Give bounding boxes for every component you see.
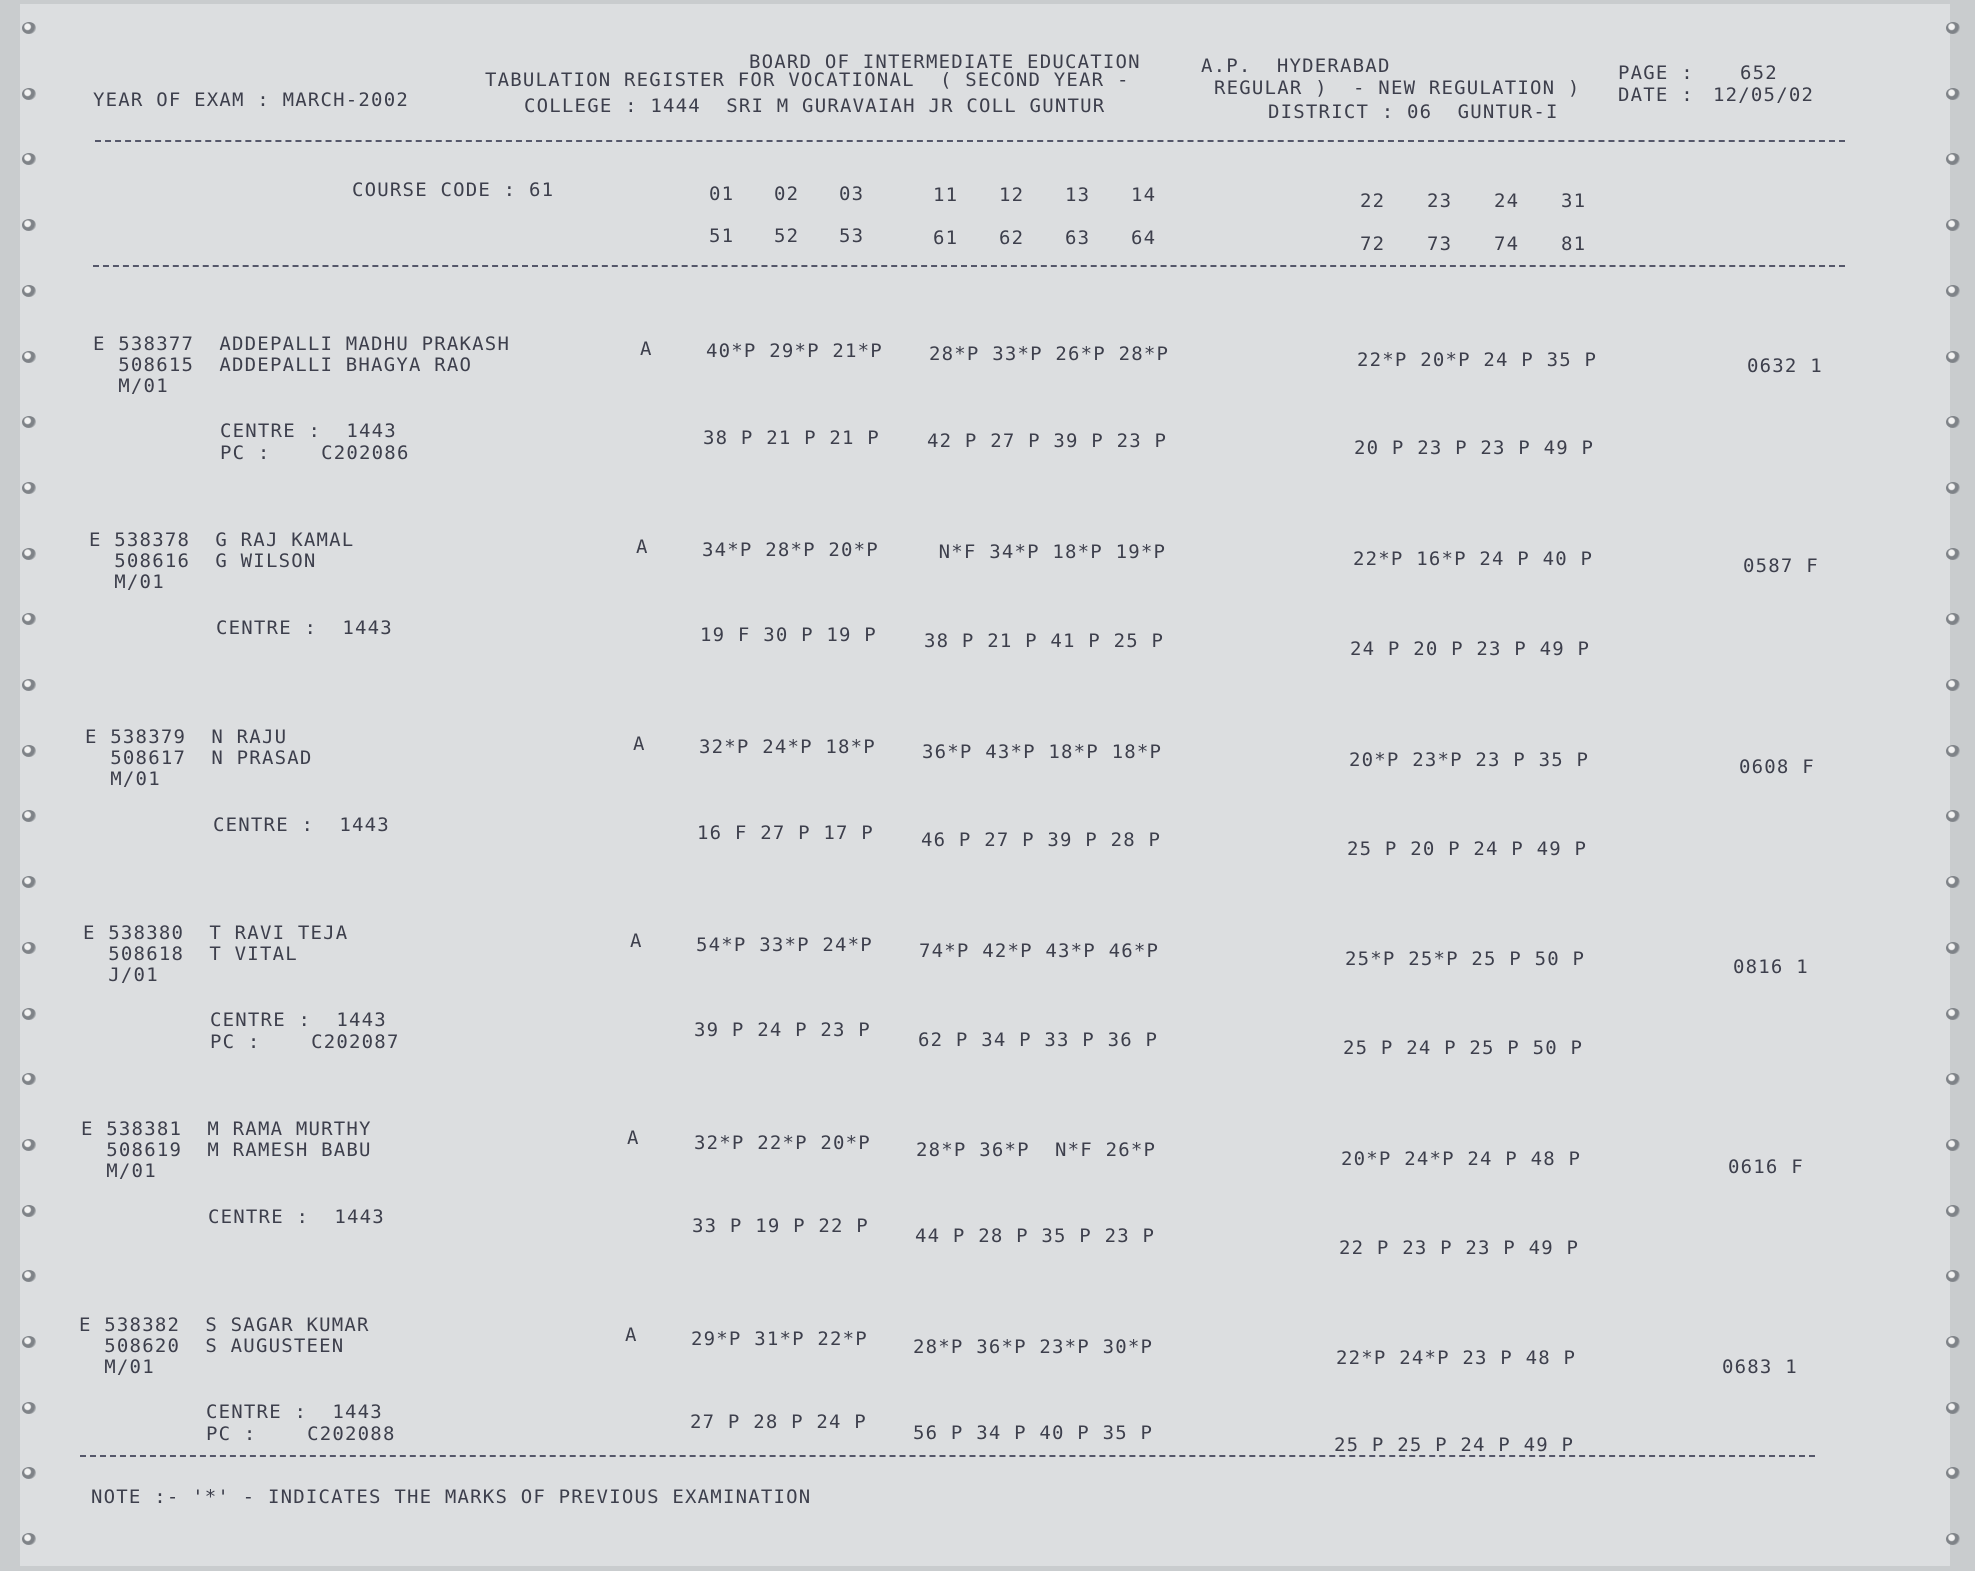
marks-second-group2: 46 P 27 P 39 P 28 P (921, 829, 1162, 851)
page-label: PAGE : (1618, 62, 1694, 84)
regulation: REGULAR ) - NEW REGULATION ) (1214, 77, 1581, 99)
grade: A (636, 536, 649, 558)
marks-first-group1: 40*P 29*P 21*P (706, 340, 883, 362)
grade: A (640, 338, 653, 360)
column-code: 72 (1360, 233, 1386, 255)
marks-second-group3: 24 P 20 P 23 P 49 P (1350, 638, 1591, 660)
regno-and-father: 508616 G WILSON (89, 550, 317, 572)
total-and-result: 0616 F (1728, 1156, 1804, 1178)
marks-first-group1: 54*P 33*P 24*P (696, 934, 873, 956)
medium-code: M/01 (79, 1356, 155, 1378)
marks-second-group2: 38 P 21 P 41 P 25 P (924, 630, 1165, 652)
marks-second-group2: 42 P 27 P 39 P 23 P (927, 430, 1168, 452)
marks-first-group3: 22*P 24*P 23 P 48 P (1336, 1347, 1577, 1369)
marks-first-group1: 32*P 24*P 18*P (699, 736, 876, 758)
tractor-hole (1946, 1533, 1960, 1545)
tractor-hole (1946, 219, 1960, 231)
tractor-hole (1946, 613, 1960, 625)
tractor-hole (22, 1073, 36, 1085)
regno-and-father: 508620 S AUGUSTEEN (79, 1335, 345, 1357)
column-code: 13 (1065, 184, 1091, 206)
header-divider-bottom (93, 265, 1845, 267)
tractor-hole (22, 1270, 36, 1282)
total-and-result: 0632 1 (1747, 355, 1823, 377)
tractor-hole (1946, 153, 1960, 165)
tractor-hole (22, 1467, 36, 1479)
board-title: BOARD OF INTERMEDIATE EDUCATION (749, 51, 1141, 73)
marks-second-group2: 44 P 28 P 35 P 23 P (915, 1225, 1156, 1247)
marks-first-group2: N*F 34*P 18*P 19*P (926, 541, 1167, 563)
tractor-hole (1946, 482, 1960, 494)
column-code: 73 (1427, 233, 1453, 255)
total-and-result: 0587 F (1743, 555, 1819, 577)
column-code: 53 (839, 225, 865, 247)
roll-and-name: E 538381 M RAMA MURTHY (81, 1118, 372, 1140)
tractor-hole (1946, 745, 1960, 757)
grade: A (625, 1324, 638, 1346)
marks-first-group2: 28*P 36*P 23*P 30*P (913, 1336, 1154, 1358)
grade: A (627, 1127, 640, 1149)
left-tractor-holes (14, 0, 44, 1571)
regno-and-father: 508618 T VITAL (83, 943, 298, 965)
column-code: 01 (709, 183, 735, 205)
marks-second-group1: 19 F 30 P 19 P (700, 624, 877, 646)
tractor-hole (22, 942, 36, 954)
footnote: NOTE :- '*' - INDICATES THE MARKS OF PREVIOUS EXAMINATION (91, 1486, 812, 1508)
marks-first-group3: 20*P 23*P 23 P 35 P (1349, 749, 1590, 771)
tractor-hole (22, 153, 36, 165)
tractor-hole (1946, 548, 1960, 560)
medium-code: M/01 (81, 1160, 157, 1182)
roll-and-name: E 538382 S SAGAR KUMAR (79, 1314, 370, 1336)
column-code: 51 (709, 225, 735, 247)
tractor-hole (22, 1336, 36, 1348)
date-label: DATE : (1618, 84, 1694, 106)
roll-and-name: E 538377 ADDEPALLI MADHU PRAKASH (93, 333, 511, 355)
register-title: TABULATION REGISTER FOR VOCATIONAL ( SECOND YEAR - (485, 69, 1130, 91)
column-code: 62 (999, 227, 1025, 249)
tractor-hole (22, 745, 36, 757)
tractor-hole (1946, 1336, 1960, 1348)
centre: CENTRE : 1443 (206, 1401, 383, 1423)
marks-first-group2: 28*P 33*P 26*P 28*P (929, 343, 1170, 365)
marks-first-group2: 36*P 43*P 18*P 18*P (922, 741, 1163, 763)
grade: A (633, 733, 646, 755)
regno-and-father: 508619 M RAMESH BABU (81, 1139, 372, 1161)
centre: CENTRE : 1443 (213, 814, 390, 836)
column-code: 23 (1427, 190, 1453, 212)
marks-second-group3: 25 P 24 P 25 P 50 P (1343, 1037, 1584, 1059)
roll-and-name: E 538379 N RAJU (85, 726, 288, 748)
tractor-hole (22, 219, 36, 231)
course-code: COURSE CODE : 61 (352, 179, 555, 201)
page-number: 652 (1740, 62, 1778, 84)
column-code: 52 (774, 225, 800, 247)
tractor-hole (22, 1533, 36, 1545)
centre: CENTRE : 1443 (216, 617, 393, 639)
marks-second-group1: 33 P 19 P 22 P (692, 1215, 869, 1237)
tractor-hole (22, 1139, 36, 1151)
marks-first-group2: 74*P 42*P 43*P 46*P (919, 940, 1160, 962)
tractor-hole (1946, 942, 1960, 954)
tractor-hole (22, 1008, 36, 1020)
marks-second-group2: 56 P 34 P 40 P 35 P (913, 1422, 1154, 1444)
tractor-hole (1946, 285, 1960, 297)
column-code: 63 (1065, 227, 1091, 249)
tractor-hole (22, 285, 36, 297)
medium-code: J/01 (83, 964, 159, 986)
roll-and-name: E 538380 T RAVI TEJA (83, 922, 349, 944)
medium-code: M/01 (85, 768, 161, 790)
column-code: 31 (1561, 190, 1587, 212)
regno-and-father: 508617 N PRASAD (85, 747, 313, 769)
pc-number: PC : C202086 (220, 442, 410, 464)
tractor-hole (1946, 876, 1960, 888)
total-and-result: 0683 1 (1722, 1356, 1798, 1378)
tractor-hole (1946, 1205, 1960, 1217)
date-value: 12/05/02 (1713, 84, 1815, 106)
tractor-hole (1946, 1008, 1960, 1020)
marks-first-group1: 34*P 28*P 20*P (702, 539, 879, 561)
right-tractor-holes (1942, 0, 1972, 1571)
marks-first-group1: 32*P 22*P 20*P (694, 1132, 871, 1154)
centre: CENTRE : 1443 (208, 1206, 385, 1228)
tractor-hole (1946, 1139, 1960, 1151)
tractor-hole (22, 613, 36, 625)
tractor-hole (1946, 1402, 1960, 1414)
tractor-hole (1946, 679, 1960, 691)
total-and-result: 0608 F (1739, 756, 1815, 778)
pc-number: PC : C202088 (206, 1423, 396, 1445)
tractor-hole (1946, 22, 1960, 34)
tractor-hole (1946, 810, 1960, 822)
column-code: 02 (774, 183, 800, 205)
tractor-hole (1946, 1073, 1960, 1085)
marks-first-group1: 29*P 31*P 22*P (691, 1328, 868, 1350)
marks-second-group3: 25 P 20 P 24 P 49 P (1347, 838, 1588, 860)
tractor-hole (1946, 1467, 1960, 1479)
column-code: 11 (933, 184, 959, 206)
footer-divider (80, 1455, 1815, 1457)
marks-second-group3: 25 P 25 P 24 P 49 P (1334, 1434, 1575, 1456)
tractor-hole (22, 548, 36, 560)
column-code: 64 (1131, 227, 1157, 249)
tractor-hole (22, 482, 36, 494)
grade: A (630, 930, 643, 952)
marks-first-group3: 22*P 20*P 24 P 35 P (1357, 349, 1598, 371)
board-location: A.P. HYDERABAD (1201, 55, 1391, 77)
header-divider-top (95, 140, 1845, 142)
marks-second-group1: 16 F 27 P 17 P (697, 822, 874, 844)
marks-first-group2: 28*P 36*P N*F 26*P (916, 1139, 1157, 1161)
column-code: 03 (839, 183, 865, 205)
medium-code: M/01 (93, 375, 169, 397)
column-code: 81 (1561, 233, 1587, 255)
tractor-hole (1946, 351, 1960, 363)
tractor-hole (1946, 1270, 1960, 1282)
tractor-hole (22, 876, 36, 888)
column-code: 61 (933, 227, 959, 249)
marks-first-group3: 22*P 16*P 24 P 40 P (1353, 548, 1594, 570)
marks-second-group3: 20 P 23 P 23 P 49 P (1354, 437, 1595, 459)
marks-second-group1: 27 P 28 P 24 P (690, 1411, 867, 1433)
column-code: 74 (1494, 233, 1520, 255)
marks-second-group1: 38 P 21 P 21 P (703, 427, 880, 449)
tractor-hole (22, 351, 36, 363)
column-code: 24 (1494, 190, 1520, 212)
marks-second-group2: 62 P 34 P 33 P 36 P (918, 1029, 1159, 1051)
tractor-hole (22, 679, 36, 691)
centre: CENTRE : 1443 (210, 1009, 387, 1031)
column-code: 12 (999, 184, 1025, 206)
tractor-hole (22, 810, 36, 822)
marks-second-group1: 39 P 24 P 23 P (694, 1019, 871, 1041)
tractor-hole (1946, 416, 1960, 428)
tractor-hole (22, 1402, 36, 1414)
marks-first-group3: 20*P 24*P 24 P 48 P (1341, 1148, 1582, 1170)
total-and-result: 0816 1 (1733, 956, 1809, 978)
year-of-exam: YEAR OF EXAM : MARCH-2002 (93, 89, 409, 111)
tractor-hole (22, 88, 36, 100)
marks-first-group3: 25*P 25*P 25 P 50 P (1345, 948, 1586, 970)
column-code: 14 (1131, 184, 1157, 206)
roll-and-name: E 538378 G RAJ KAMAL (89, 529, 355, 551)
regno-and-father: 508615 ADDEPALLI BHAGYA RAO (93, 354, 473, 376)
medium-code: M/01 (89, 571, 165, 593)
college: COLLEGE : 1444 SRI M GURAVAIAH JR COLL GUNTUR (524, 95, 1106, 117)
tractor-hole (22, 416, 36, 428)
tractor-hole (22, 1205, 36, 1217)
tractor-hole (1946, 88, 1960, 100)
district: DISTRICT : 06 GUNTUR-I (1268, 101, 1559, 123)
tractor-hole (22, 22, 36, 34)
marks-second-group3: 22 P 23 P 23 P 49 P (1339, 1237, 1580, 1259)
column-code: 22 (1360, 190, 1386, 212)
centre: CENTRE : 1443 (220, 420, 397, 442)
pc-number: PC : C202087 (210, 1031, 400, 1053)
